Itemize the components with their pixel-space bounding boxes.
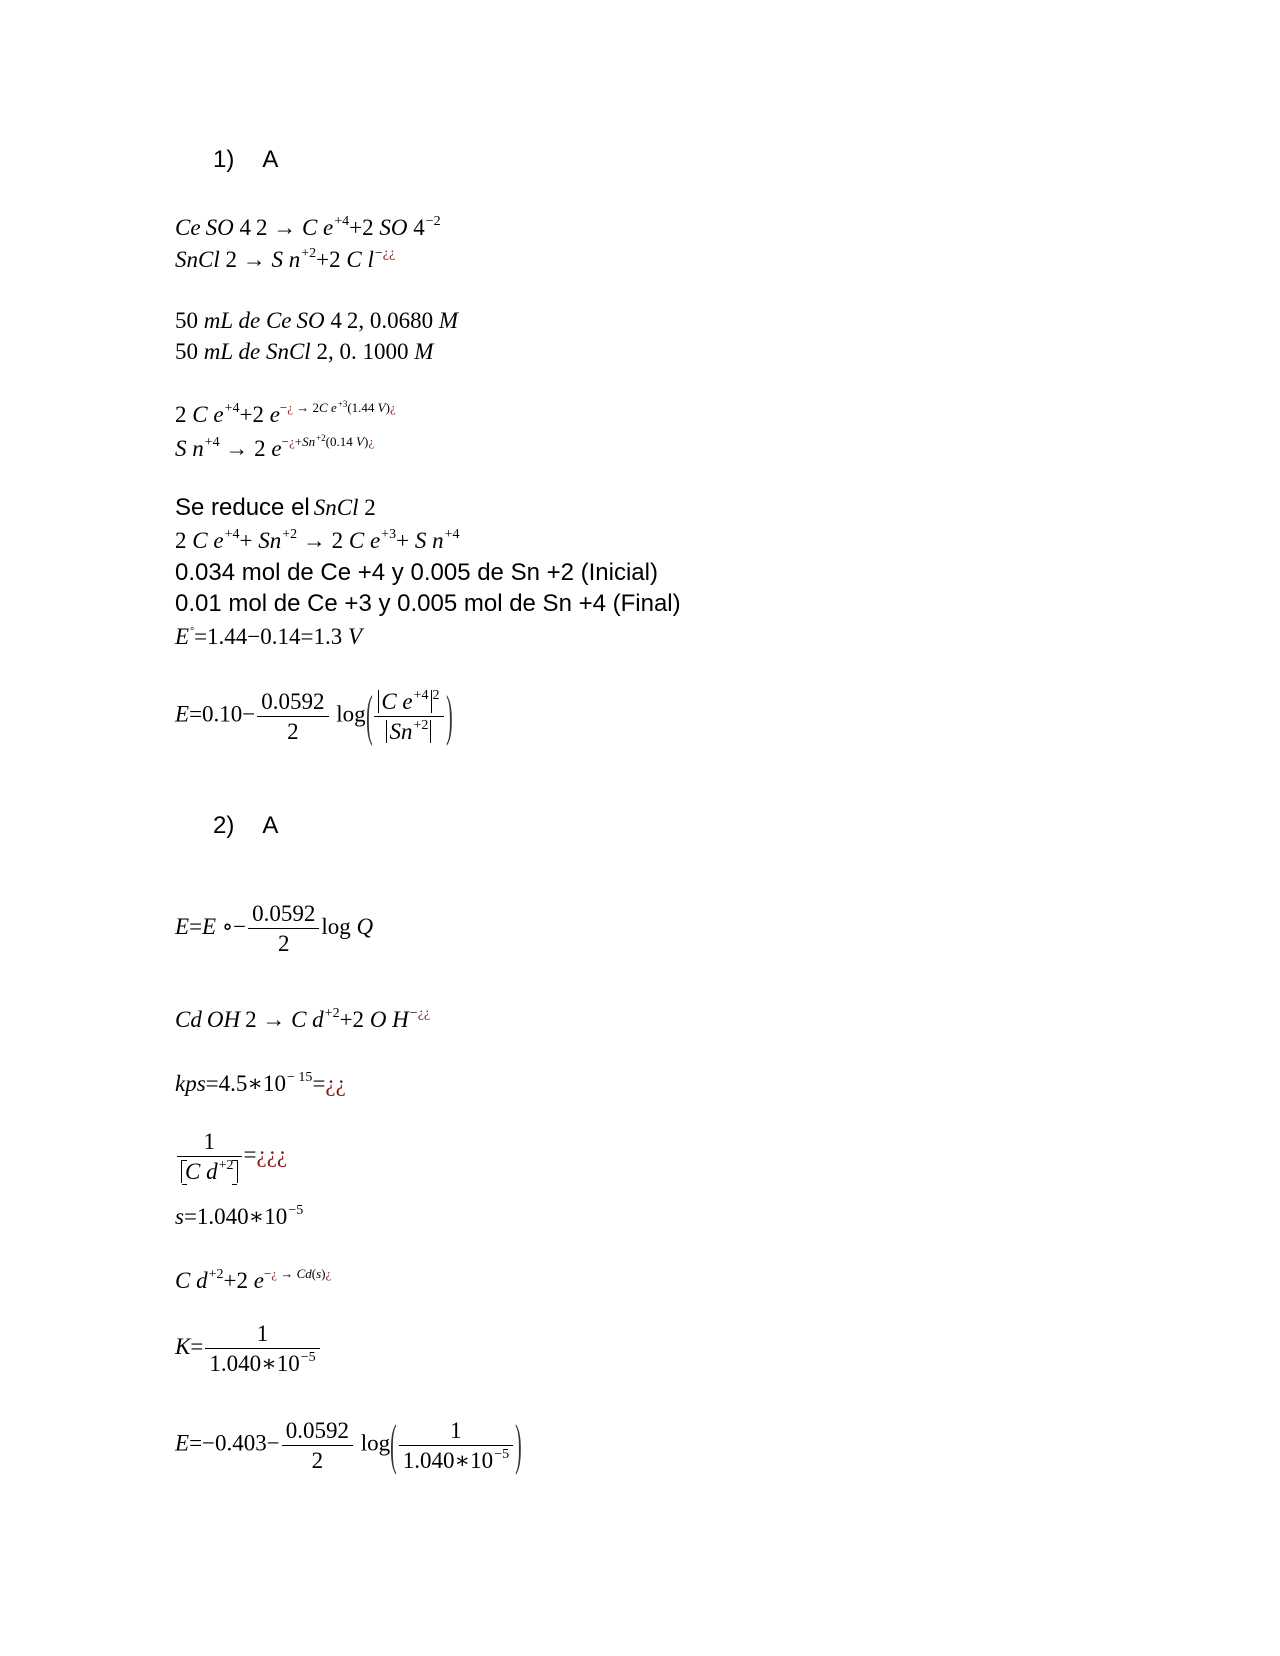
- final-moles-text: 0.01 mol de Ce +3 y 0.005 mol de Sn +4 (Final): [175, 590, 681, 617]
- equation-inverse-cd: $\frac{1}{C d^{+2}}$ =¿¿¿: [175, 1130, 287, 1183]
- equation-k: K= $\frac{1}{1.040∗10^{-5}}$: [175, 1322, 322, 1375]
- equation-solubility: $s=1.040∗10^{-5}$: [175, 1203, 304, 1229]
- section-2-heading: [213, 814, 278, 838]
- heading-number: 2): [213, 812, 235, 839]
- equation-sn-half-reaction: S $n^{+4} \to 2$ $e^{-¿+Sn^{+2}(0.14 V)¿}$: [175, 433, 375, 461]
- equation-sncl2-dissociation: SnCl 2 → S $n^{+2}+2$ C l−¿¿: [175, 246, 396, 272]
- heading-letter: A: [262, 146, 279, 173]
- heading-letter: A: [262, 812, 279, 839]
- equation-ce-so4-dissociation: Ce SO 4 2 → C $e^{+4}+2$ SO $4^{-2}$: [175, 214, 441, 240]
- equation-cd-half-reaction: C $d^{+2}+2$ $e^{-¿ \to Cd(s)¿}$: [175, 1266, 332, 1293]
- heading-number: 1): [213, 146, 235, 173]
- initial-moles-text: 0.034 mol de Ce +4 y 0.005 de Sn +2 (Inicial): [175, 559, 658, 586]
- reduction-statement: Se reduce el SnCl 2: [175, 494, 376, 521]
- section-1-heading: [213, 148, 278, 172]
- equation-overall-reaction: 2 C $e^{+4}+ Sn^{+2} \to 2$ C $e^{+3}+ S$ $n^{+4}$: [175, 527, 460, 553]
- equation-nernst-general: E=E ∘− $\frac{0.0592}{2}$ log Q: [175, 901, 374, 956]
- equation-standard-potential: E°=1.44−0.14=1.3 V: [175, 624, 363, 649]
- equation-ce-half-reaction: 2 C $e^{+4}+2$ $e^{-¿ \to 2C e^{+3}(1.44 V)¿}$: [175, 399, 396, 427]
- equation-ce-concentration: 50 mL de Ce SO 4 2, 0.0680 M: [175, 308, 459, 333]
- equation-nernst-1: E=0.10− $\frac{0.0592}{2}$ log( $\frac{C e^{+4} ^2}{Sn^{+2}}$ ): [175, 685, 453, 747]
- equation-cdoh2-dissociation: Cd OH 2 → C $d^{+2}+2$ O H−¿¿: [175, 1006, 431, 1032]
- reduction-text: Se reduce el: [175, 494, 310, 521]
- equation-kps: $kps=4.5∗10^{- 15}=¿¿$: [175, 1070, 346, 1096]
- equation-sn-concentration: 50 mL de SnCl 2, 0. 1000 M: [175, 339, 434, 364]
- equation-nernst-2: E=−0.403− $\frac{0.0592}{2}$ log( $\frac{1}{1.040∗10^{-5}}$ ): [175, 1414, 522, 1476]
